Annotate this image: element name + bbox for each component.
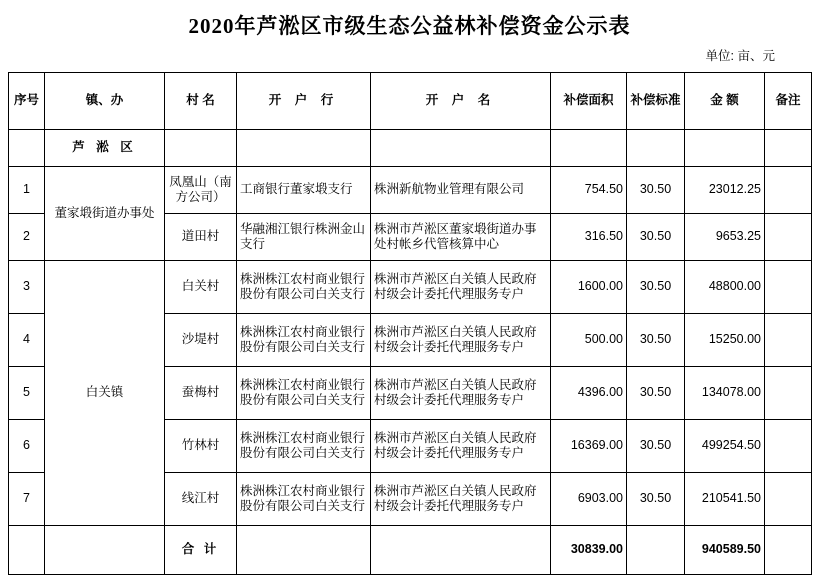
row-village: 凤凰山（南方公司） — [165, 167, 237, 214]
header-seq: 序号 — [9, 73, 45, 130]
total-area: 30839.00 — [551, 526, 627, 575]
row-area: 316.50 — [551, 214, 627, 261]
row-amount: 23012.25 — [685, 167, 765, 214]
row-standard: 30.50 — [627, 473, 685, 526]
total-remark-cell — [765, 526, 812, 575]
row-seq: 6 — [9, 420, 45, 473]
row-standard: 30.50 — [627, 420, 685, 473]
row-standard: 30.50 — [627, 261, 685, 314]
table-row — [9, 167, 812, 214]
row-area: 16369.00 — [551, 420, 627, 473]
row-bank: 株洲株江农村商业银行股份有限公司白关支行 — [237, 420, 371, 473]
unit-note: 单位: 亩、元 — [705, 49, 775, 63]
row-account-name: 株洲市芦淞区白关镇人民政府村级会计委托代理服务专户 — [371, 420, 551, 473]
row-remark — [765, 473, 812, 526]
row-area: 6903.00 — [551, 473, 627, 526]
row-account-name: 株洲新航物业管理有限公司 — [371, 167, 551, 214]
total-bank-cell — [237, 526, 371, 575]
row-village: 道田村 — [165, 214, 237, 261]
row-seq: 2 — [9, 214, 45, 261]
region-remark-cell — [765, 130, 812, 167]
region-standard-cell — [627, 130, 685, 167]
header-amount: 金 额 — [685, 73, 765, 130]
region-account-cell — [371, 130, 551, 167]
row-seq: 1 — [9, 167, 45, 214]
total-label: 合 计 — [165, 526, 237, 575]
row-seq: 4 — [9, 314, 45, 367]
row-village: 沙堤村 — [165, 314, 237, 367]
header-village: 村 名 — [165, 73, 237, 130]
header-standard: 补偿标准 — [627, 73, 685, 130]
header-bank: 开 户 行 — [237, 73, 371, 130]
total-row — [9, 526, 812, 575]
region-area-cell — [551, 130, 627, 167]
row-remark — [765, 261, 812, 314]
row-standard: 30.50 — [627, 167, 685, 214]
page-title: 2020年芦淞区市级生态公益林补偿资金公示表 — [188, 14, 631, 38]
total-town-cell — [45, 526, 165, 575]
region-row — [9, 130, 812, 167]
header-town: 镇、办 — [45, 73, 165, 130]
region-village-cell — [165, 130, 237, 167]
row-seq: 7 — [9, 473, 45, 526]
row-amount: 9653.25 — [685, 214, 765, 261]
compensation-table — [8, 72, 812, 575]
row-amount: 15250.00 — [685, 314, 765, 367]
row-town: 董家塅街道办事处 — [45, 167, 165, 261]
total-standard-cell — [627, 526, 685, 575]
row-area: 754.50 — [551, 167, 627, 214]
total-account-cell — [371, 526, 551, 575]
row-bank: 株洲株江农村商业银行股份有限公司白关支行 — [237, 314, 371, 367]
row-remark — [765, 214, 812, 261]
header-account-name: 开 户 名 — [371, 73, 551, 130]
total-amount: 940589.50 — [685, 526, 765, 575]
row-village: 竹林村 — [165, 420, 237, 473]
table-row — [9, 261, 812, 314]
region-bank-cell — [237, 130, 371, 167]
row-town: 白关镇 — [45, 261, 165, 526]
row-village: 蚕梅村 — [165, 367, 237, 420]
row-bank: 株洲株江农村商业银行股份有限公司白关支行 — [237, 367, 371, 420]
row-account-name: 株洲市芦淞区白关镇人民政府村级会计委托代理服务专户 — [371, 473, 551, 526]
row-bank: 株洲株江农村商业银行股份有限公司白关支行 — [237, 473, 371, 526]
row-bank: 株洲株江农村商业银行股份有限公司白关支行 — [237, 261, 371, 314]
row-amount: 499254.50 — [685, 420, 765, 473]
row-account-name: 株洲市芦淞区白关镇人民政府村级会计委托代理服务专户 — [371, 367, 551, 420]
row-standard: 30.50 — [627, 367, 685, 420]
region-name: 芦 淞 区 — [45, 130, 165, 167]
row-area: 4396.00 — [551, 367, 627, 420]
row-account-name: 株洲市芦淞区董家塅街道办事处村帐乡代管核算中心 — [371, 214, 551, 261]
table-header-row — [9, 73, 812, 130]
row-amount: 210541.50 — [685, 473, 765, 526]
row-remark — [765, 314, 812, 367]
row-standard: 30.50 — [627, 314, 685, 367]
region-seq-cell — [9, 130, 45, 167]
row-bank: 华融湘江银行株洲金山支行 — [237, 214, 371, 261]
row-standard: 30.50 — [627, 214, 685, 261]
row-area: 1600.00 — [551, 261, 627, 314]
row-amount: 48800.00 — [685, 261, 765, 314]
row-village: 线江村 — [165, 473, 237, 526]
row-account-name: 株洲市芦淞区白关镇人民政府村级会计委托代理服务专户 — [371, 314, 551, 367]
header-remark: 备注 — [765, 73, 812, 130]
row-remark — [765, 167, 812, 214]
row-seq: 5 — [9, 367, 45, 420]
row-amount: 134078.00 — [685, 367, 765, 420]
row-village: 白关村 — [165, 261, 237, 314]
row-seq: 3 — [9, 261, 45, 314]
total-seq-cell — [9, 526, 45, 575]
header-area: 补偿面积 — [551, 73, 627, 130]
row-remark — [765, 420, 812, 473]
row-remark — [765, 367, 812, 420]
row-bank: 工商银行董家塅支行 — [237, 167, 371, 214]
row-account-name: 株洲市芦淞区白关镇人民政府村级会计委托代理服务专户 — [371, 261, 551, 314]
row-area: 500.00 — [551, 314, 627, 367]
region-amount-cell — [685, 130, 765, 167]
